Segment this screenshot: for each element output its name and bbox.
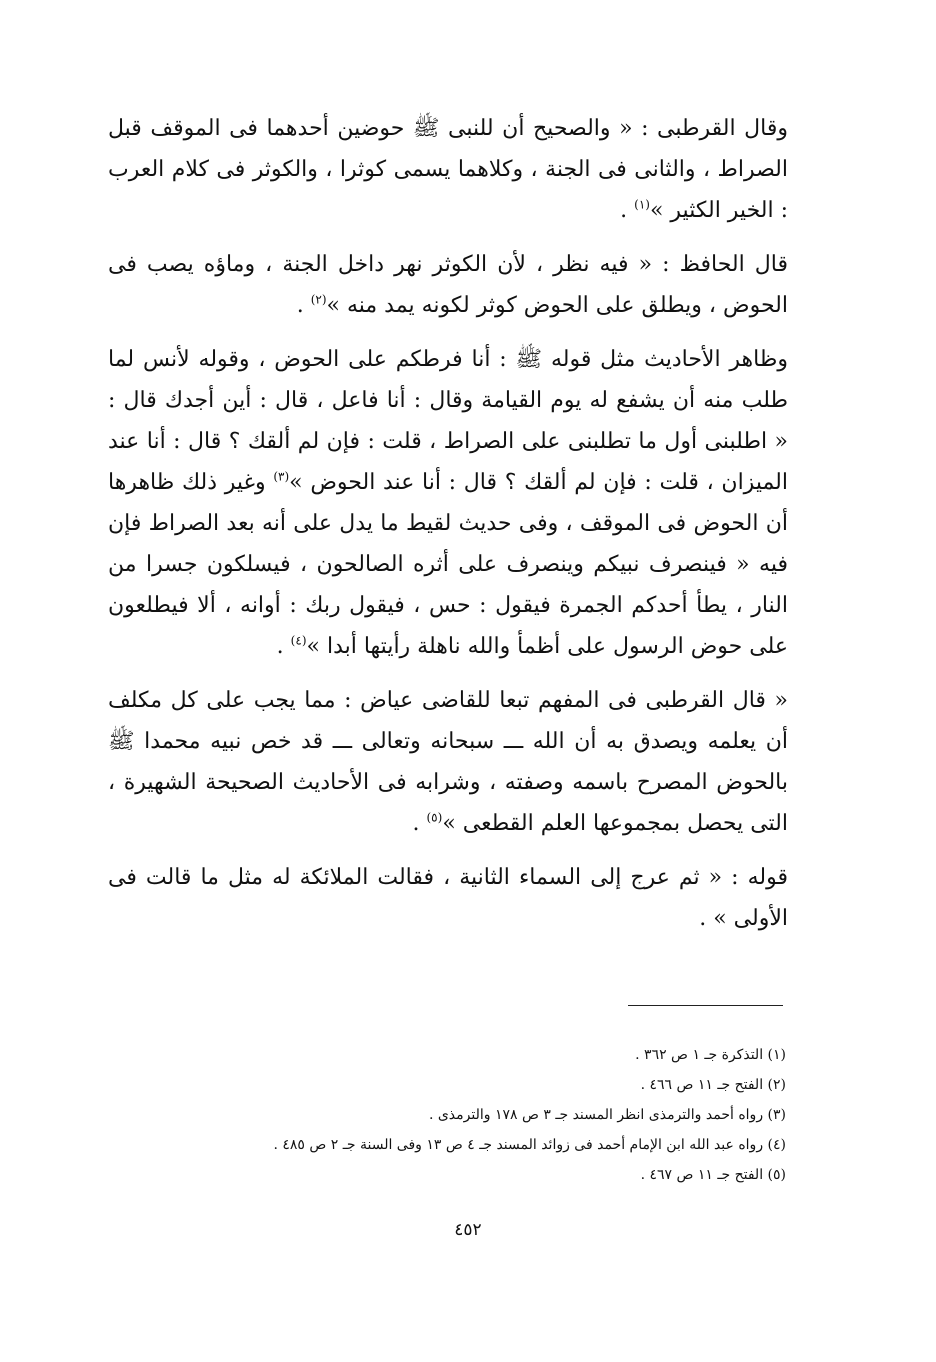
footnote-5: (٥) الفتح جـ ١١ ص ٤٦٧ . — [640, 1167, 786, 1183]
paragraph-text: وظاهر الأحاديث مثل قوله ﷺ : أنا فرطكم على الحوض ، وقوله لأنس لما طلب منه أن يشفع له يوم القيامة وقال : أنا فاعل ، قال : أين أجدك قال : « اطلبنى أول ما تطلبنى على الصراط ، قلت : فإن لم ألقك ؟ قال : أنا عند الميزان ، قلت : فإن لم ألقك ؟ قال : أنا عند الحوض » — [108, 347, 788, 495]
paragraph-2 — [108, 244, 788, 326]
paragraph-text: قوله : « ثم عرج إلى السماء الثانية ، فقالت الملائكة له مثل ما قالت فى الأولى » — [108, 865, 788, 931]
footnote-4: (٤) رواه عبد الله ابن الإمام أحمد فى زوائد المسند جـ ٤ ص ١٣ وفى السنة جـ ٢ ص ٤٨٥ . — [273, 1137, 786, 1153]
paragraph-end: . — [620, 198, 635, 223]
footnote-divider — [628, 1005, 783, 1006]
paragraph-end: . — [296, 293, 311, 318]
paragraph-continuation: وغير ذلك ظاهرها أن الحوض فى الموقف ، وفى حديث لقيط ما يدل على أنه بعد الصراط فإن فيه « فينصرف نبيكم وينصرف على أثره الصالحون ، فيسلكون جسرا من النار ، يطأ أحدكم الجمرة فيقول : حس ، فيقول ربك : أوانه ، ألا فيطلعون على حوض الرسول على أظمأ والله ناهلة رأيتها أبدا » — [108, 470, 788, 659]
footnote-ref[interactable]: (١) — [634, 197, 650, 212]
paragraph-end: . — [412, 811, 427, 836]
paragraph-text: قال الحافظ : « فيه نظر ، لأن الكوثر نهر داخل الجنة ، وماؤه يصب فى الحوض ، ويطلق على الحوض كوثر لكونه يمد منه » — [108, 252, 788, 318]
footnote-ref[interactable]: (٤) — [290, 633, 307, 648]
footnote-ref[interactable]: (٢) — [310, 292, 327, 307]
footnote-ref[interactable]: (٥) — [426, 810, 443, 825]
main-text — [108, 108, 788, 952]
footnote-3: (٣) رواه أحمد والترمذى انظر المسند جـ ٣ ص ١٧٨ والترمذى . — [428, 1107, 786, 1123]
paragraph-text: وقال القرطبى : « والصحيح أن للنبى ﷺ حوضين أحدهما فى الموقف قبل الصراط ، والثانى فى الجنة ، وكلاهما يسمى كوثرا ، والكوثر فى كلام العرب : الخير الكثير » — [108, 116, 788, 223]
paragraph-1 — [108, 108, 788, 231]
paragraph-3 — [108, 339, 788, 667]
footnotes — [108, 1040, 786, 1190]
paragraph-4 — [108, 680, 788, 844]
paragraph-end: . — [276, 634, 291, 659]
paragraph-5 — [108, 857, 788, 939]
footnote-1: (١) التذكرة جـ ١ ص ٣٦٢ . — [635, 1047, 786, 1063]
paragraph-text: « قال القرطبى فى المفهم تبعا للقاضى عياض : مما يجب على كل مكلف أن يعلمه ويصدق به أن الله ـــ سبحانه وتعالى ـــ قد خص نبيه محمدا ﷺ بالحوض المصرح باسمه وصفته ، وشرابه فى الأحاديث الصحيحة الشهيرة ، التى يحصل بمجموعها العلم القطعى » — [108, 688, 788, 836]
footnote-ref[interactable]: (٣) — [273, 469, 290, 484]
page-number: ٤٥٢ — [454, 1220, 482, 1240]
footnote-2: (٢) الفتح جـ ١١ ص ٤٦٦ . — [640, 1077, 786, 1093]
paragraph-end: . — [699, 906, 714, 931]
